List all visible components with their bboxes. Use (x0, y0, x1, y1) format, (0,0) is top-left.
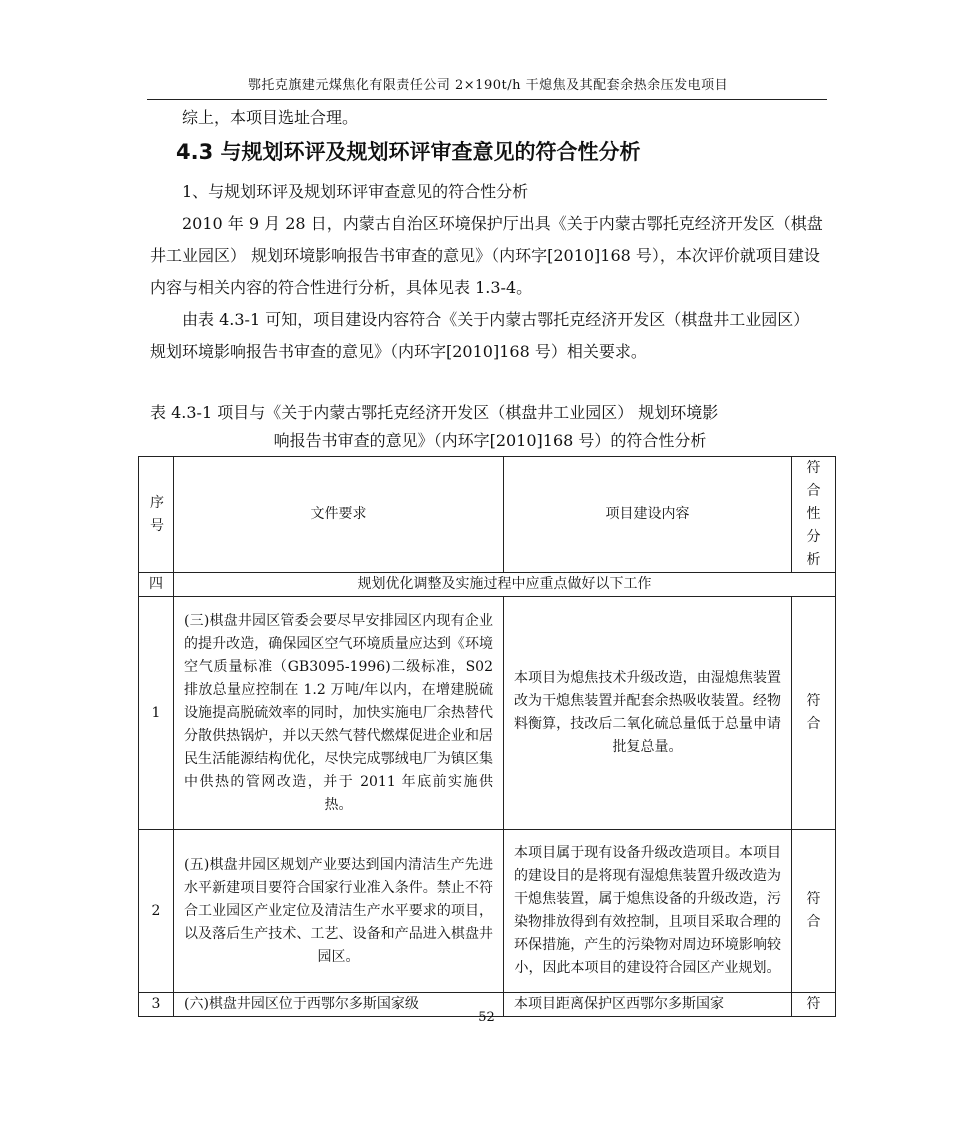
header-divider (147, 99, 827, 100)
paragraph-1: 2010 年 9 月 28 日，内蒙古自治区环境保护厅出具《关于内蒙古鄂托克经济开发区（棋盘井工业园区） 规划环境影响报告书审查的意见》（内环字[2010]168 号），本次评价就项目建设内容与相关内容的符合性进行分析，具体见表 1.3-4。 (150, 214, 823, 297)
intro-line: 综上，本项目选址合理。 (182, 108, 359, 127)
row-conformity: 符合 (792, 597, 836, 830)
row-conformity: 符 (792, 993, 836, 1017)
row-no: 2 (139, 830, 174, 993)
header-requirement: 文件要求 (174, 457, 504, 573)
row-requirement: (六)棋盘井园区位于西鄂尔多斯国家级 (174, 993, 504, 1017)
paragraph-2: 由表 4.3-1 可知，项目建设内容符合《关于内蒙古鄂托克经济开发区（棋盘井工业园区） 规划环境影响报告书审查的意见》（内环字[2010]168 号）相关要求。 (150, 310, 810, 361)
row-no: 1 (139, 597, 174, 830)
table-header-row (139, 457, 836, 573)
conformity-table (138, 456, 836, 1017)
header-conformity: 符合性分析 (792, 457, 836, 573)
section-text: 规划优化调整及实施过程中应重点做好以下工作 (174, 573, 836, 597)
row-content: 本项目为熄焦技术升级改造，由湿熄焦装置改为干熄焦装置并配套余热吸收装置。经物料衡算，技改后二氧化硫总量低于总量申请批复总量。 (504, 597, 792, 830)
row-requirement: (三)棋盘井园区管委会要尽早安排园区内现有企业的提升改造，确保园区空气环境质量应达到《环境空气质量标准（GB3095-1996)二级标准，S02 排放总量应控制在 1.2 万吨/年以内，在增建脱硫设施提高脱硫效率的同时，加快实施电厂余热替代分散供热锅炉，并以天然气替代燃煤促进企业和居民生活能源结构优化，尽快完成鄂绒电厂为镇区集中供热的管网改造，并于 2011 年底前实施供热。 (174, 597, 504, 830)
running-header: 鄂托克旗建元煤焦化有限责任公司 2×190t/h 干熄焦及其配套余热余压发电项目 (247, 78, 729, 93)
page-number: 52 (478, 1010, 495, 1025)
row-requirement: (五)棋盘井园区规划产业要达到国内清洁生产先进水平新建项目要符合国家行业准入条件。禁止不符合工业园区产业定位及清洁生产水平要求的项目，以及落后生产技术、工艺、设备和产品进入棋盘井园区。 (174, 830, 504, 993)
row-no: 3 (139, 993, 174, 1017)
row-conformity: 符合 (792, 830, 836, 993)
row-content: 本项目属于现有设备升级改造项目。本项目的建设目的是将现有湿熄焦装置升级改造为干熄焦装置，属于熄焦设备的升级改造，污染物排放得到有效控制，且项目采取合理的环保措施，产生的污染物对周边环境影响较小，因此本项目的建设符合园区产业规划。 (504, 830, 792, 993)
table-row (139, 597, 836, 830)
section-no: 四 (139, 573, 174, 597)
header-no: 序号 (139, 457, 174, 573)
table-caption-line-1: 表 4.3-1 项目与《关于内蒙古鄂托克经济开发区（棋盘井工业园区） 规划环境影 (150, 403, 719, 422)
table-section-row (139, 573, 836, 597)
section-heading: 4.3 与规划环评及规划环评审查意见的符合性分析 (176, 140, 641, 164)
table-row (139, 830, 836, 993)
sub-heading: 1、与规划环评及规划环评审查意见的符合性分析 (182, 182, 529, 201)
table-caption-line-2: 响报告书审查的意见》（内环字[2010]168 号）的符合性分析 (273, 431, 707, 450)
row-content: 本项目距离保护区西鄂尔多斯国家 (504, 993, 792, 1017)
header-content: 项目建设内容 (504, 457, 792, 573)
